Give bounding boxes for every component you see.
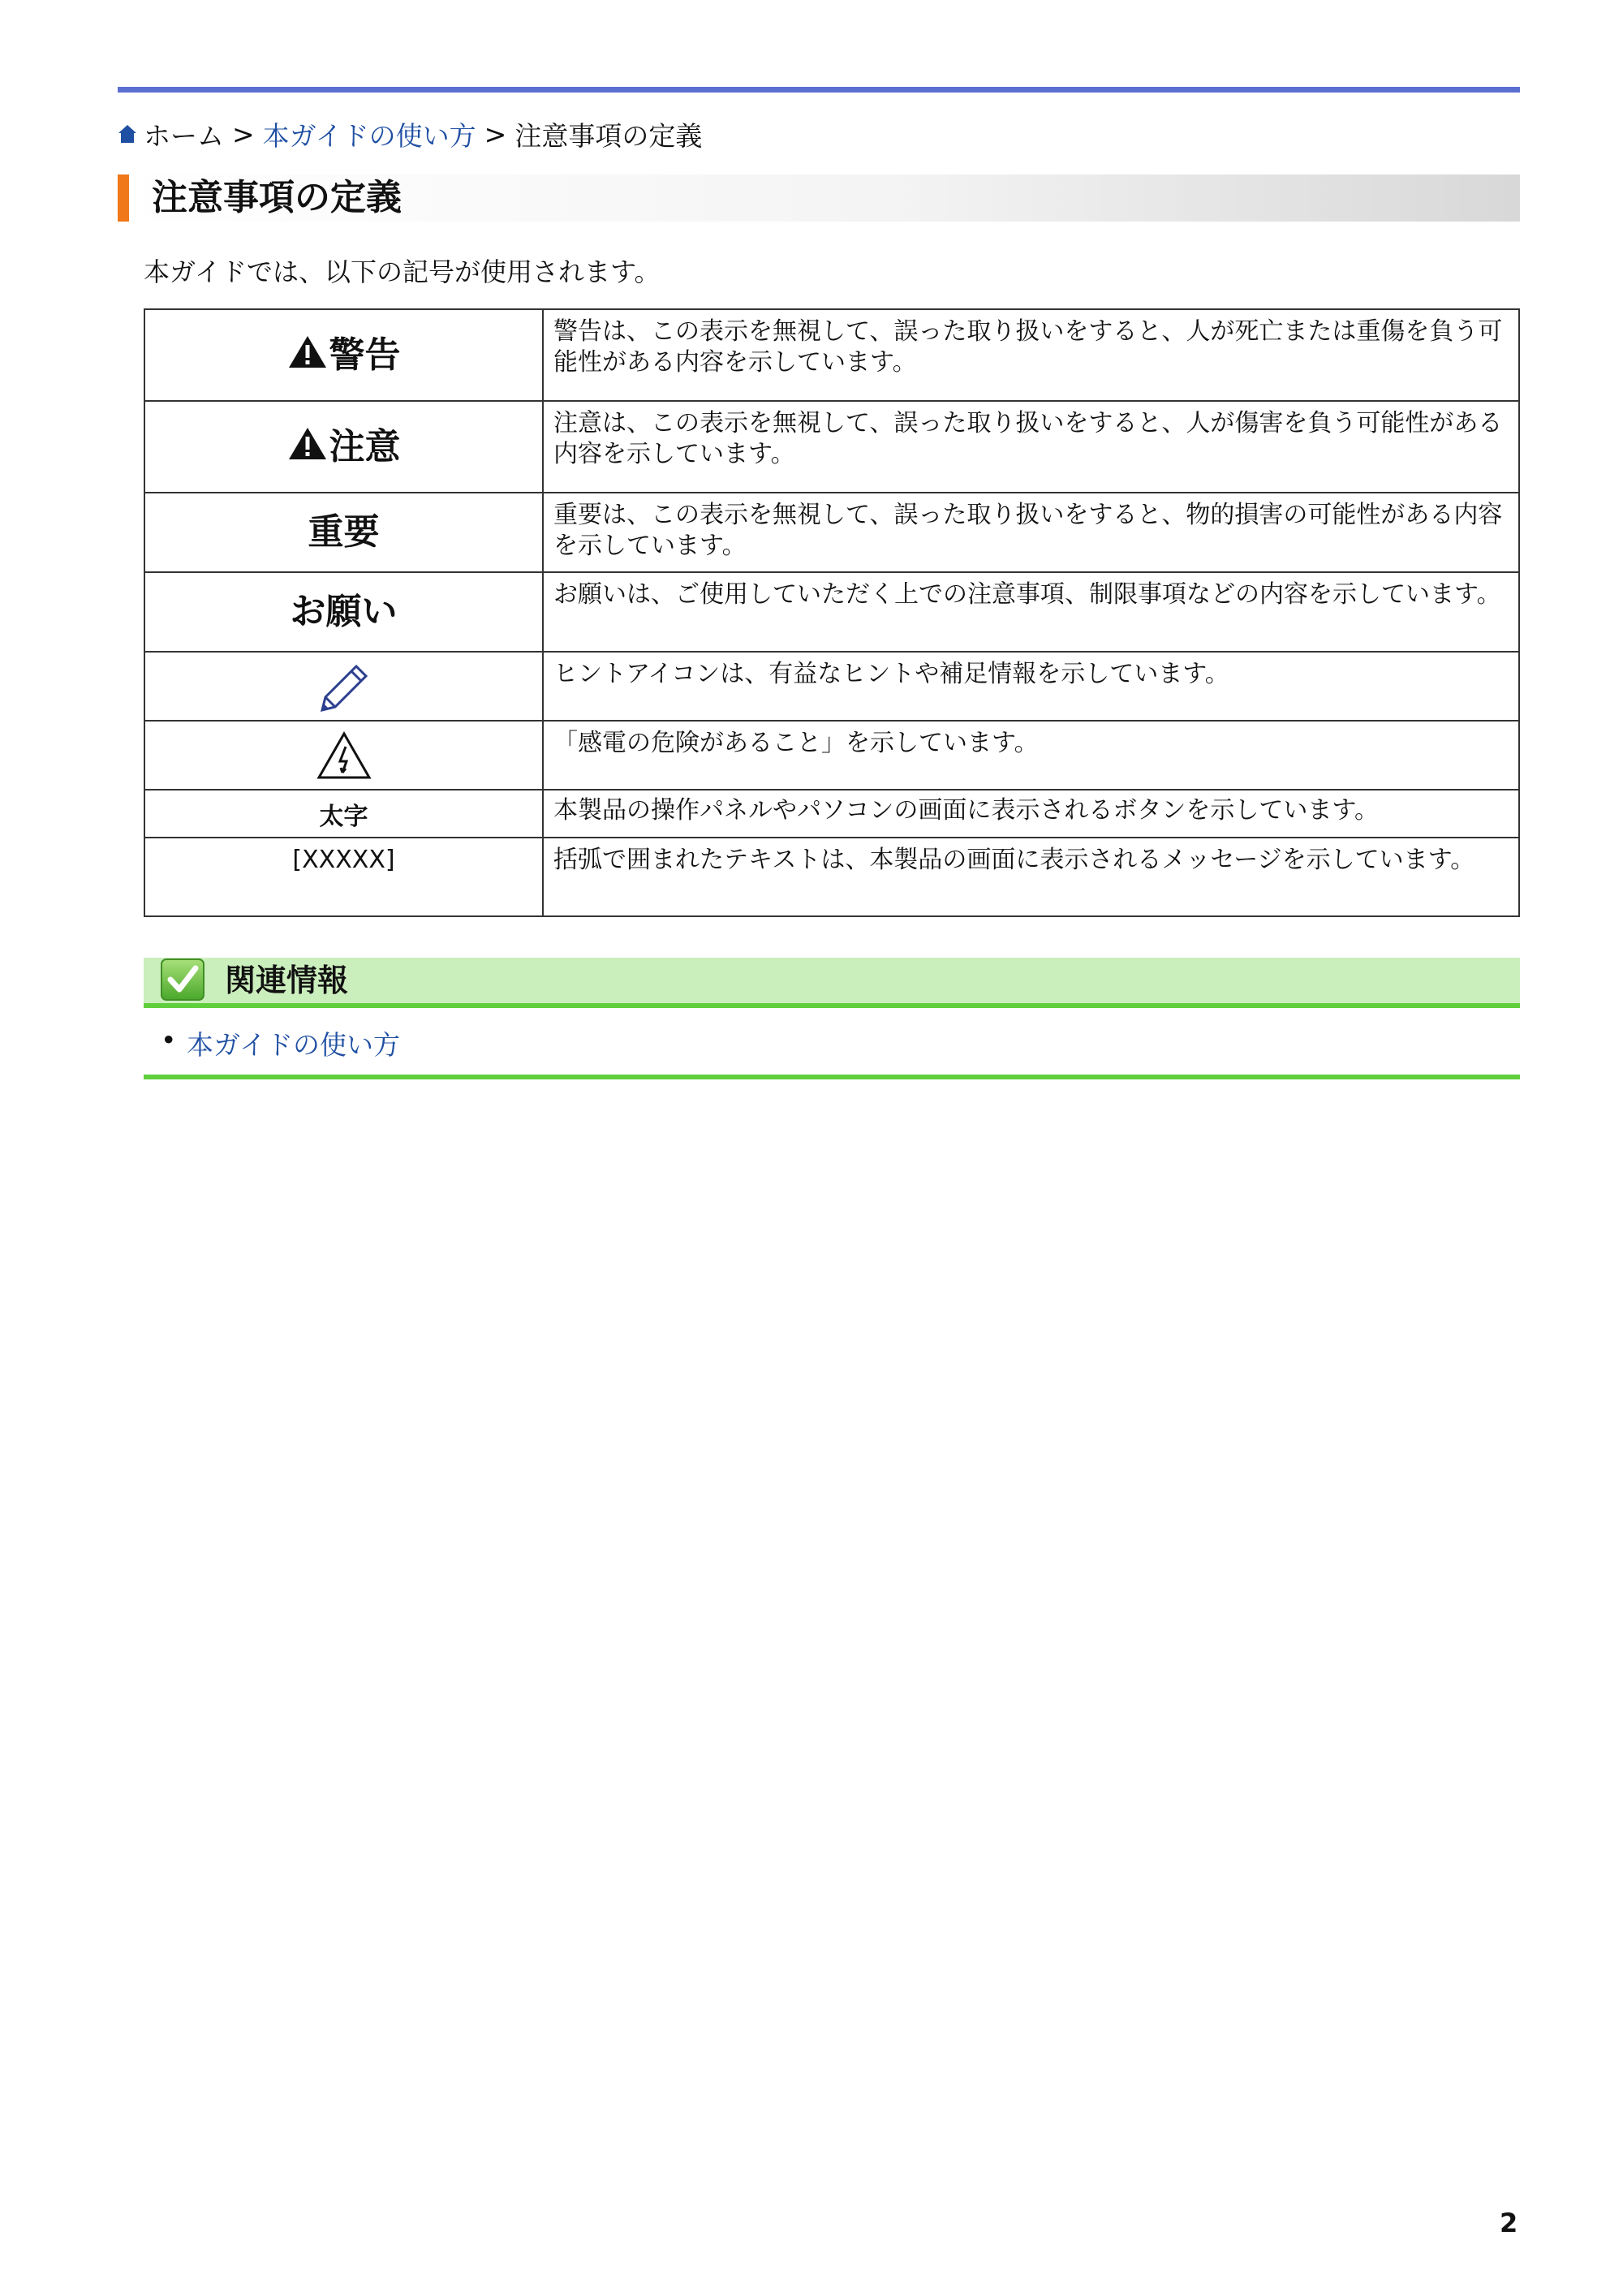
electric-shock-warning-icon — [316, 730, 372, 781]
breadcrumb-current: 注意事項の定義 — [514, 119, 703, 152]
symbol-cell — [144, 721, 543, 790]
symbol-legend-table — [144, 308, 1520, 917]
description-cell: 警告は、この表示を無視して、誤った取り扱いをすると、人が死亡または重傷を負う可能性がある内容を示しています。 — [543, 309, 1519, 401]
description-cell: 括弧で囲まれたテキストは、本製品の画面に表示されるメッセージを示しています。 — [543, 838, 1519, 916]
related-link-guide[interactable]: 本ガイドの使い方 — [187, 1029, 401, 1061]
symbol-label: お願い — [290, 591, 398, 632]
breadcrumb-guide-link[interactable]: 本ガイドの使い方 — [262, 119, 476, 152]
description-cell: ヒントアイコンは、有益なヒントや補足情報を示しています。 — [543, 652, 1519, 721]
table-row — [144, 309, 1519, 401]
symbol-cell — [144, 572, 543, 652]
related-links — [161, 1024, 401, 1062]
page-number: 2 — [1500, 2208, 1518, 2238]
related-info-bottom-divider — [144, 1075, 1520, 1079]
breadcrumb — [118, 114, 702, 154]
page-title-bar — [118, 174, 1520, 222]
symbol-label: 注意 — [329, 426, 401, 467]
related-info-title: 関連情報 — [225, 963, 349, 998]
warning-triangle-icon — [287, 334, 328, 369]
description-cell: お願いは、ご使用していただく上での注意事項、制限事項などの内容を示しています。 — [543, 572, 1519, 652]
table-row — [144, 572, 1519, 652]
symbol-label: 重要 — [308, 511, 380, 553]
caution-triangle-icon — [287, 425, 328, 461]
table-row — [144, 652, 1519, 721]
table-row — [144, 401, 1519, 493]
symbol-label: 太字 — [319, 803, 368, 831]
symbol-label: [XXXXX] — [292, 846, 395, 874]
table-row — [144, 790, 1519, 838]
checkmark-icon — [160, 958, 205, 1002]
table-row — [144, 493, 1519, 572]
description-cell: 重要は、この表示を無視して、誤った取り扱いをすると、物的損害の可能性がある内容を示しています。 — [543, 493, 1519, 572]
bullet-icon: • — [161, 1024, 177, 1056]
breadcrumb-separator: > — [232, 118, 255, 150]
symbol-label: 警告 — [329, 334, 401, 376]
table-row — [144, 721, 1519, 790]
table-row — [144, 838, 1519, 916]
symbol-cell — [144, 652, 543, 721]
symbol-cell — [144, 838, 543, 916]
symbol-cell — [144, 309, 543, 401]
related-info-header — [144, 958, 1520, 1003]
home-icon[interactable] — [118, 123, 137, 144]
list-item — [161, 1024, 401, 1062]
symbol-cell — [144, 493, 543, 572]
symbol-cell — [144, 401, 543, 493]
breadcrumb-separator: > — [484, 118, 507, 150]
title-accent — [118, 174, 129, 222]
description-cell: 「感電の危険があること」を示しています。 — [543, 721, 1519, 790]
related-info-divider — [144, 1003, 1520, 1008]
page-title: 注意事項の定義 — [152, 177, 402, 218]
description-cell: 注意は、この表示を無視して、誤った取り扱いをすると、人が傷害を負う可能性がある内容を示しています。 — [543, 401, 1519, 493]
breadcrumb-home[interactable]: ホーム — [144, 119, 224, 152]
pencil-hint-icon — [317, 661, 371, 713]
top-rule — [118, 87, 1520, 93]
description-cell: 本製品の操作パネルやパソコンの画面に表示されるボタンを示しています。 — [543, 790, 1519, 838]
symbol-cell — [144, 790, 543, 838]
intro-text: 本ガイドでは、以下の記号が使用されます。 — [144, 256, 661, 287]
